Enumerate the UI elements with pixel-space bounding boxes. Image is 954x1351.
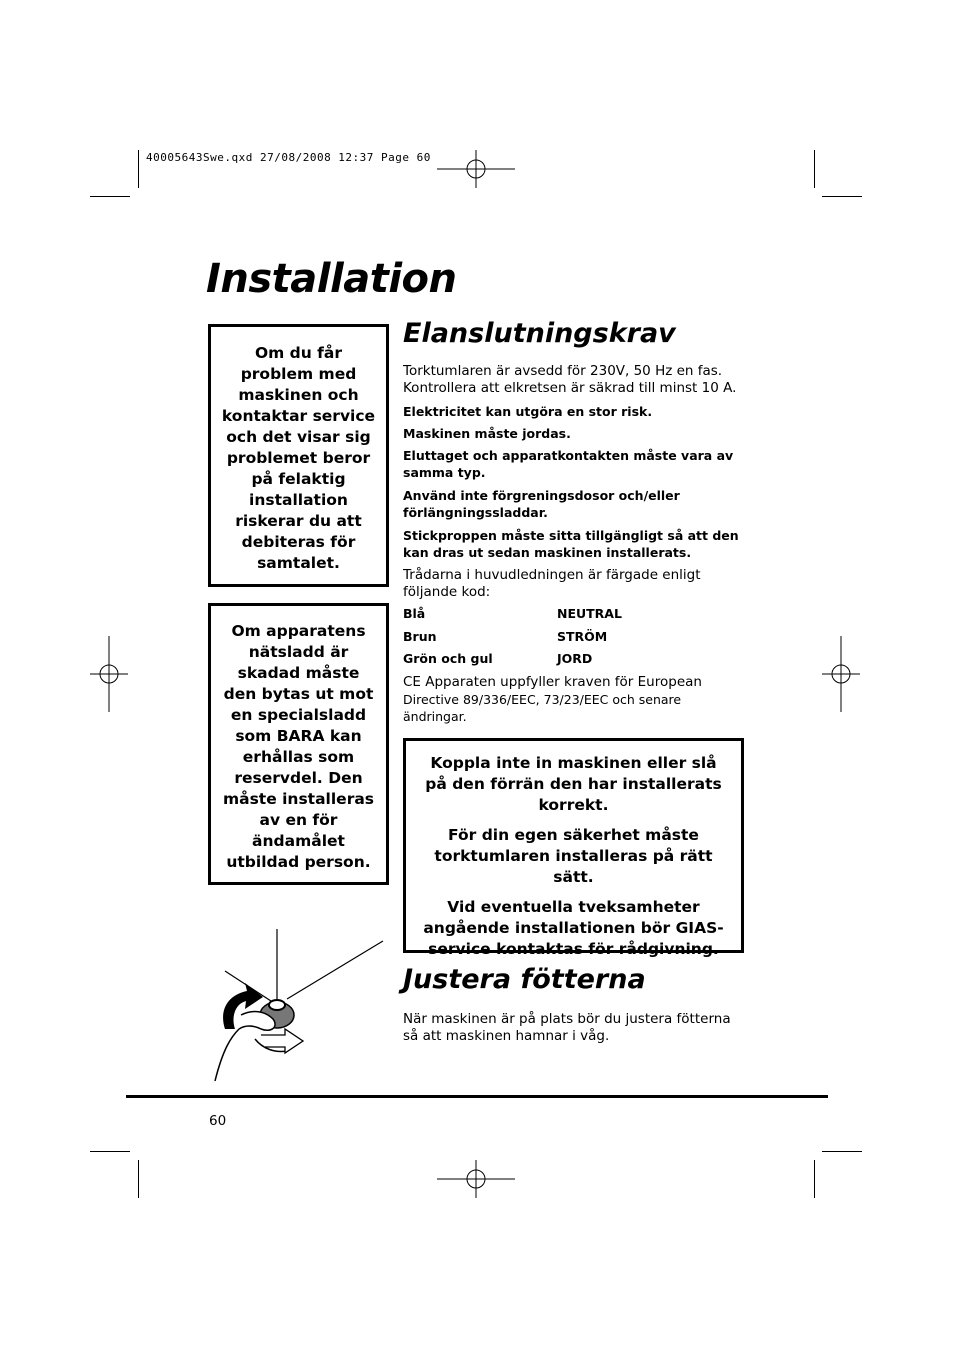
notice-line: problem med — [240, 365, 357, 383]
ce-compliance: CE Apparaten uppfyller kraven för European Directive 89/336/EEC, 73/23/EEC och senare ändringar. — [403, 674, 702, 724]
notice-line: reservdel. Den — [234, 769, 363, 787]
notice-line: kontaktar service — [221, 407, 376, 425]
section-heading-electrical: Elanslutningskrav — [403, 318, 676, 349]
registration-mark-icon — [822, 636, 862, 714]
crop-mark — [90, 196, 130, 197]
notice-line: på felaktig — [251, 470, 346, 488]
registration-mark-icon — [90, 636, 130, 714]
wire-role: JORD — [557, 651, 593, 666]
footer-rule — [126, 1095, 828, 1098]
power-cord-notice — [208, 603, 389, 885]
warning-paragraph: Koppla inte in maskinen eller slå på den förrän den har installerats korrekt. — [425, 754, 722, 814]
crop-mark — [822, 196, 862, 197]
hand-adjusting-foot-icon — [205, 925, 390, 1085]
notice-line: maskinen och — [238, 386, 359, 404]
wire-color-intro: Trådarna i huvudledningen är färgade enligt följande kod: — [403, 567, 701, 600]
section-heading-feet: Justera fötterna — [403, 964, 646, 995]
notice-line: Om du får — [254, 344, 343, 362]
file-slug: 40005643Swe.qxd 27/08/2008 12:37 Page 60 — [146, 151, 431, 164]
electrical-warning: Stickproppen måste sitta tillgängligt så att den kan dras ut sedan maskinen installerats. — [403, 528, 739, 560]
intro-line: Torktumlaren är avsedd för 230V, 50 Hz en fas. — [403, 363, 723, 379]
wire-name: Blå — [403, 606, 426, 621]
notice-line: debiteras för — [241, 533, 356, 551]
feet-instructions: När maskinen är på plats bör du justera fötterna så att maskinen hamnar i våg. — [403, 1011, 731, 1044]
notice-line: ändamålet — [252, 832, 345, 850]
wire-name: Grön och gul — [403, 651, 493, 666]
service-charge-notice — [208, 324, 389, 587]
notice-line: nätsladd är — [248, 643, 349, 661]
crop-mark — [90, 1151, 130, 1152]
wire-name: Brun — [403, 629, 437, 644]
electrical-warning: Elektricitet kan utgöra en stor risk. — [403, 404, 653, 419]
notice-line: skadad måste — [237, 664, 360, 682]
warning-paragraph: För din egen säkerhet måste torktumlaren installeras på rätt sätt. — [434, 826, 713, 886]
crop-mark — [138, 1160, 139, 1198]
electrical-warning: Använd inte förgreningsdosor och/eller förlängningssladdar. — [403, 488, 680, 520]
page-title: Installation — [206, 256, 457, 302]
notice-line: och det visar sig — [226, 428, 371, 446]
notice-line: utbildad person. — [226, 853, 371, 871]
notice-line: samtalet. — [257, 554, 340, 572]
crop-mark — [814, 1160, 815, 1198]
notice-line: riskerar du att — [235, 512, 362, 530]
notice-line: en specialsladd — [230, 706, 367, 724]
notice-line: problemet beror — [226, 449, 371, 467]
notice-line: måste installeras — [222, 790, 375, 808]
registration-mark-icon — [437, 1160, 517, 1200]
crop-mark — [138, 150, 139, 188]
electrical-warning: Eluttaget och apparatkontakten måste vara av samma typ. — [403, 448, 734, 480]
notice-line: installation — [249, 491, 348, 509]
notice-line: som BARA kan — [235, 727, 362, 745]
registration-mark-icon — [437, 150, 517, 190]
wire-role: NEUTRAL — [557, 606, 622, 621]
crop-mark — [822, 1151, 862, 1152]
installation-warning-box — [403, 738, 744, 958]
electrical-warning: Maskinen måste jordas. — [403, 426, 571, 441]
crop-mark — [814, 150, 815, 188]
wire-role: STRÖM — [557, 629, 608, 644]
notice-line: erhållas som — [242, 748, 355, 766]
page-number: 60 — [209, 1113, 227, 1129]
notice-line: den bytas ut mot — [223, 685, 374, 703]
notice-line: av en för — [259, 811, 338, 829]
electrical-intro — [403, 363, 748, 397]
notice-line: Om apparatens — [231, 622, 366, 640]
warning-paragraph: Vid eventuella tveksamheter angående installationen bör GIAS-service kontaktas för rådgivning. — [423, 898, 724, 958]
intro-line: Kontrollera att elkretsen är säkrad till minst 10 A. — [403, 380, 737, 396]
